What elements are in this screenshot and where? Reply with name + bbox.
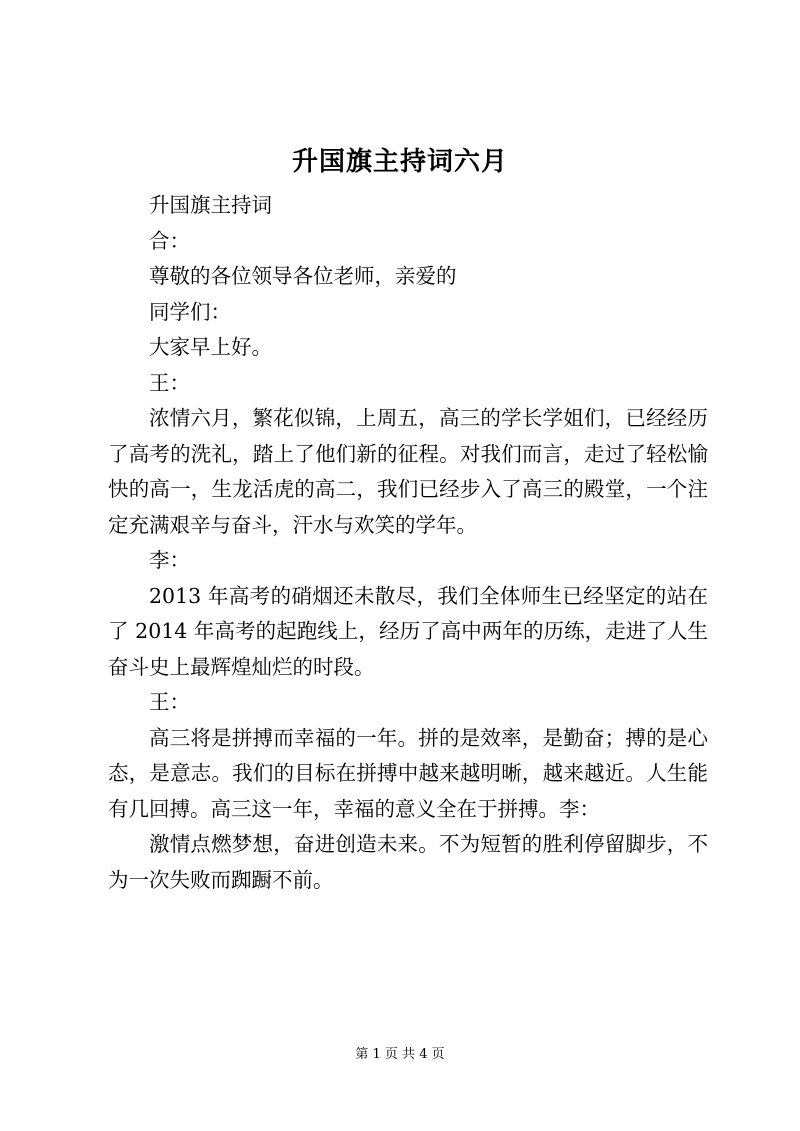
- document-body: [108, 188, 708, 898]
- paragraph-9: 2013 年高考的硝烟还未散尽，我们全体师生已经坚定的站在了 2014 年高考的起跑线上，经历了高中两年的历练，走进了人生奋斗史上最辉煌灿烂的时段。: [108, 583, 708, 679]
- paragraph-6: 王：: [149, 370, 190, 395]
- paragraph-4: 同学们：: [149, 299, 231, 324]
- paragraph-12: 激情点燃梦想，奋进创造未来。不为短暂的胜利停留脚步，不为一次失败而踟蹰不前。: [108, 832, 708, 892]
- document-title: 升国旗主持词六月: [291, 147, 508, 177]
- paragraph-3: 尊敬的各位领导各位老师，亲爱的: [149, 264, 457, 288]
- paragraph-8: 李：: [149, 548, 190, 572]
- paragraph-11: 高三将是拼搏而幸福的一年。拼的是效率，是勤奋；搏的是心态，是意志。我们的目标在拼搏中越来越明晰，越来越近。人生能有几回搏。高三这一年，幸福的意义全在于拼搏。李：: [108, 725, 708, 821]
- paragraph-7: 浓情六月，繁花似锦，上周五，高三的学长学姐们，已经经历了高考的洗礼，踏上了他们新的征程。对我们而言，走过了轻松愉快的高一，生龙活虎的高二，我们已经步入了高三的殿堂，一个注定充满艰辛与奋斗，汗水与欢笑的学年。: [108, 406, 708, 537]
- paragraph-10: 王：: [149, 690, 190, 714]
- paragraph-1: 升国旗主持词: [149, 193, 272, 217]
- paragraph-2: 合：: [149, 228, 190, 253]
- paragraph-5: 大家早上好。: [149, 335, 272, 359]
- page-footer: 第 1 页 共 4 页: [355, 1047, 445, 1062]
